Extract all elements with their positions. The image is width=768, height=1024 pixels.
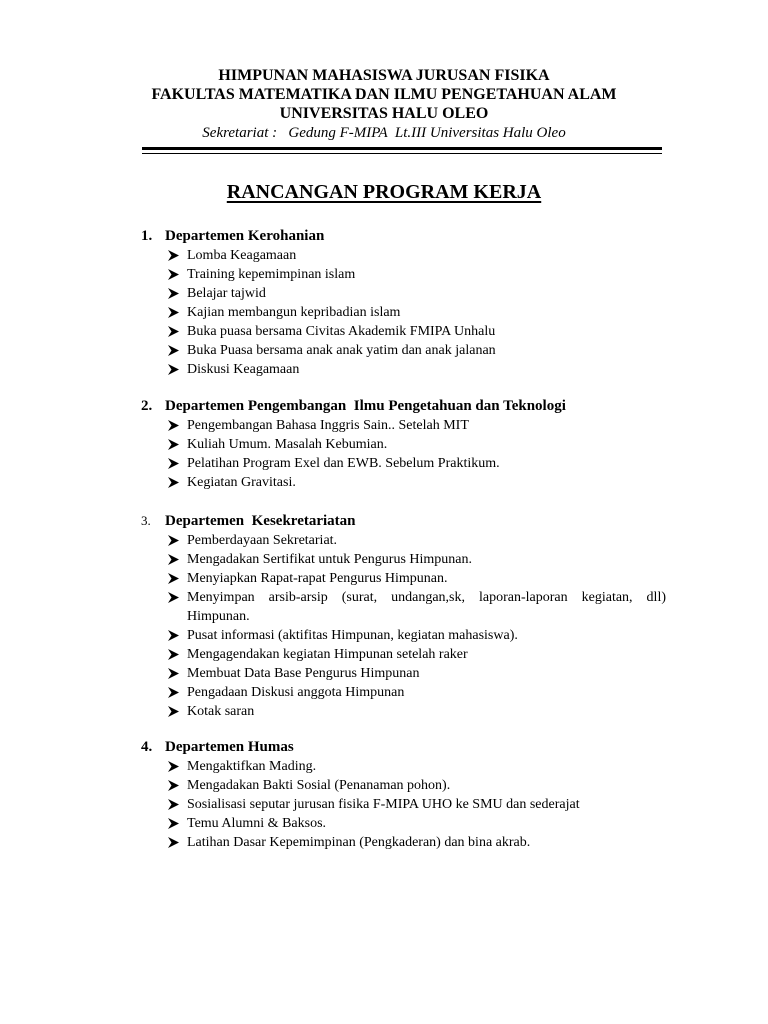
- list-item: [141, 702, 666, 721]
- section-title: Departemen Humas: [165, 739, 294, 755]
- section-title: Departemen Kerohanian: [165, 228, 325, 244]
- list-item-text: Buka puasa bersama Civitas Akademik FMIPA Unhalu: [187, 324, 496, 339]
- list-item: [141, 473, 666, 492]
- list-item: [141, 569, 666, 588]
- list-item: [141, 416, 666, 435]
- activity-list: [141, 757, 666, 852]
- list-item: [141, 341, 666, 360]
- arrowhead-bullet-icon: [168, 687, 179, 698]
- activity-list: [141, 246, 666, 379]
- arrowhead-bullet-icon: [168, 837, 179, 848]
- arrowhead-bullet-icon: [168, 799, 179, 810]
- letterhead-divider-thin: [142, 153, 662, 154]
- organization-name: HIMPUNAN MAHASISWA JURUSAN FISIKA: [218, 67, 550, 84]
- list-item-text: Kotak saran: [187, 704, 255, 719]
- list-item: [141, 322, 666, 341]
- arrowhead-bullet-icon: [168, 535, 179, 546]
- list-item: [141, 795, 666, 814]
- arrowhead-bullet-icon: [168, 326, 179, 337]
- arrowhead-bullet-icon: [168, 573, 179, 584]
- list-item: [141, 531, 666, 550]
- list-item-text: Lomba Keagamaan: [187, 248, 297, 263]
- arrowhead-bullet-icon: [168, 250, 179, 261]
- list-item: [141, 757, 666, 776]
- list-item: [141, 588, 666, 626]
- list-item-text: Buka Puasa bersama anak anak yatim dan anak jalanan: [187, 343, 496, 358]
- list-item: [141, 246, 666, 265]
- section-heading: [141, 511, 666, 531]
- arrowhead-bullet-icon: [168, 439, 179, 450]
- section-heading: [141, 397, 666, 416]
- list-item: [141, 626, 666, 645]
- list-item-text: Temu Alumni & Baksos.: [187, 816, 327, 831]
- section-kerohanian: [141, 227, 666, 379]
- list-item-text: Kajian membangun kepribadian islam: [187, 305, 401, 320]
- list-item: [141, 435, 666, 454]
- faculty-name: FAKULTAS MATEMATIKA DAN ILMU PENGETAHUAN ALAM: [151, 86, 617, 103]
- list-item-text: Mengagendakan kegiatan Himpunan setelah raker: [187, 647, 468, 662]
- list-item-text: Pusat informasi (aktifitas Himpunan, kegiatan mahasiswa).: [187, 628, 518, 643]
- list-item: [141, 265, 666, 284]
- section-title: Departemen Kesekretariatan: [165, 513, 356, 529]
- list-item-text: Sosialisasi seputar jurusan fisika F-MIPA UHO ke SMU dan sederajat: [187, 797, 580, 812]
- list-item: [141, 645, 666, 664]
- list-item-text: Pengembangan Bahasa Inggris Sain.. Setelah MIT: [187, 418, 469, 433]
- list-item: [141, 454, 666, 473]
- document-title-text: RANCANGAN PROGRAM KERJA: [226, 181, 542, 203]
- section-number: 3.: [141, 513, 151, 528]
- arrowhead-bullet-icon: [168, 780, 179, 791]
- section-number: 1.: [141, 228, 153, 244]
- arrowhead-bullet-icon: [168, 592, 179, 603]
- section-kesekretariatan: [141, 511, 666, 721]
- list-item-text: Kuliah Umum. Masalah Kebumian.: [187, 437, 388, 452]
- section-number: 4.: [141, 739, 153, 755]
- list-item: [141, 833, 666, 852]
- arrowhead-bullet-icon: [168, 649, 179, 660]
- arrowhead-bullet-icon: [168, 477, 179, 488]
- list-item-text: Menyiapkan Rapat-rapat Pengurus Himpunan.: [187, 571, 448, 586]
- arrowhead-bullet-icon: [168, 458, 179, 469]
- section-title: Departemen Pengembangan Ilmu Pengetahuan dan Teknologi: [165, 398, 566, 414]
- list-item-text: Mengadakan Bakti Sosial (Penanaman pohon).: [187, 778, 451, 793]
- list-item-text: Kegiatan Gravitasi.: [187, 475, 296, 490]
- section-humas: [141, 738, 666, 852]
- list-item: [141, 550, 666, 569]
- list-item-text: Menyimpan arsib-arsip (surat, undangan,sk, laporan-laporan kegiatan, dll) Himpunan.: [187, 590, 666, 624]
- list-item-text: Membuat Data Base Pengurus Himpunan: [187, 666, 420, 681]
- arrowhead-bullet-icon: [168, 269, 179, 280]
- list-item: [141, 360, 666, 379]
- list-item: [141, 303, 666, 322]
- arrowhead-bullet-icon: [168, 630, 179, 641]
- letterhead-divider-thick: [142, 147, 662, 150]
- list-item-text: Training kepemimpinan islam: [187, 267, 356, 282]
- section-heading: [141, 227, 666, 246]
- section-iptek: [141, 397, 666, 492]
- list-item-text: Pengadaan Diskusi anggota Himpunan: [187, 685, 405, 700]
- section-number: 2.: [141, 398, 153, 414]
- activity-list: [141, 416, 666, 492]
- list-item-text: Mengadakan Sertifikat untuk Pengurus Himpunan.: [187, 552, 473, 567]
- arrowhead-bullet-icon: [168, 706, 179, 717]
- list-item-text: Mengaktifkan Mading.: [187, 759, 317, 774]
- arrowhead-bullet-icon: [168, 420, 179, 431]
- secretariat-address: Sekretariat : Gedung F-MIPA Lt.III Universitas Halu Oleo: [202, 125, 566, 141]
- letterhead: [0, 66, 768, 143]
- document-title: [0, 180, 768, 204]
- arrowhead-bullet-icon: [168, 288, 179, 299]
- list-item-text: Latihan Dasar Kepemimpinan (Pengkaderan) dan bina akrab.: [187, 835, 531, 850]
- arrowhead-bullet-icon: [168, 818, 179, 829]
- list-item: [141, 284, 666, 303]
- list-item-text: Pemberdayaan Sekretariat.: [187, 533, 338, 548]
- arrowhead-bullet-icon: [168, 554, 179, 565]
- university-name: UNIVERSITAS HALU OLEO: [279, 105, 489, 122]
- list-item-text: Belajar tajwid: [187, 286, 266, 301]
- arrowhead-bullet-icon: [168, 761, 179, 772]
- list-item: [141, 776, 666, 795]
- arrowhead-bullet-icon: [168, 668, 179, 679]
- arrowhead-bullet-icon: [168, 345, 179, 356]
- list-item: [141, 683, 666, 702]
- list-item-text: Diskusi Keagamaan: [187, 362, 300, 377]
- arrowhead-bullet-icon: [168, 307, 179, 318]
- arrowhead-bullet-icon: [168, 364, 179, 375]
- list-item: [141, 664, 666, 683]
- activity-list: [141, 531, 666, 721]
- list-item: [141, 814, 666, 833]
- list-item-text: Pelatihan Program Exel dan EWB. Sebelum Praktikum.: [187, 456, 500, 471]
- section-heading: [141, 738, 666, 757]
